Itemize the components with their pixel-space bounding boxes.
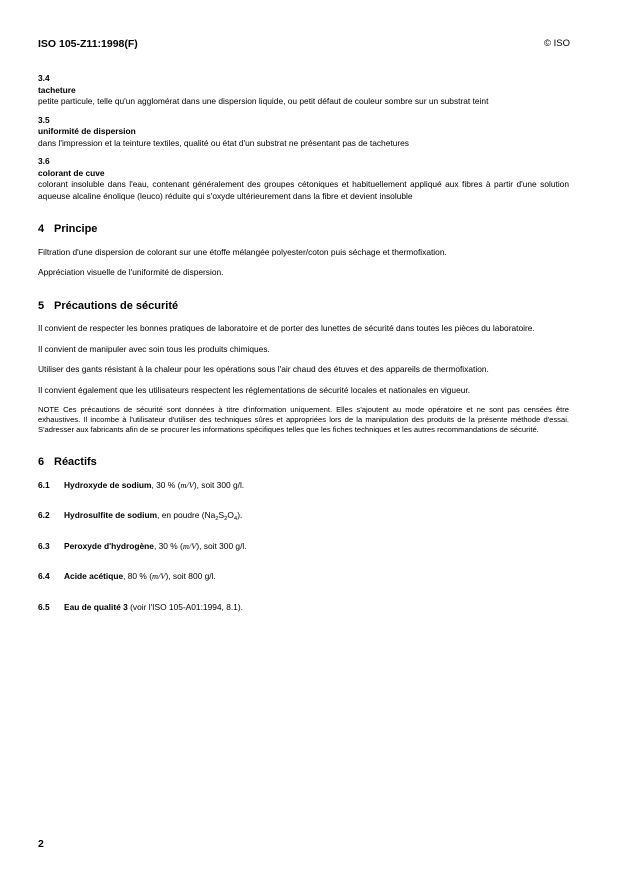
reagent-item <box>38 541 569 553</box>
reagent-label: Hydrosulfite de sodium <box>64 510 158 520</box>
document-body <box>38 73 569 632</box>
paragraph: Il convient de respecter les bonnes pratiques de laboratoire et de porter des lunettes de sécurité dans toutes les pièces du laboratoire. <box>38 323 535 333</box>
term-definition: petite particule, telle qu'un agglomérat dans une dispersion liquide, ou petit défaut de couleur sombre sur un substrat teint <box>38 96 489 106</box>
section-heading-reactifs <box>38 457 569 469</box>
reagent-number: 6.4 <box>38 571 50 581</box>
subscript: 2 <box>224 516 228 522</box>
subscript: 4 <box>233 516 238 522</box>
paragraph: Filtration d'une dispersion de colorant sur une étoffe mélangée polyester/coton puis séchage et thermofixation. <box>38 246 447 257</box>
section-title: Principe <box>54 223 98 235</box>
section-heading-securite <box>38 301 569 313</box>
reagent-number: 6.2 <box>38 510 50 520</box>
reagent-item <box>38 510 569 522</box>
reagent-label: Eau de qualité 3 <box>64 601 128 612</box>
reagent-label: Peroxyde d'hydrogène <box>64 540 154 551</box>
reagent-text: , 30 % ( <box>151 479 181 490</box>
term-3-5 <box>38 115 569 150</box>
reagent-text: , en poudre (Na <box>157 510 216 520</box>
term-number: 3.4 <box>38 73 50 83</box>
reagent-text: ). <box>237 510 243 520</box>
reagent-label: Hydroxyde de sodium <box>64 479 152 490</box>
reagent-number: 6.1 <box>38 479 50 490</box>
term-name: uniformité de dispersion <box>38 126 136 136</box>
paragraph: Appréciation visuelle de l'uniformité de dispersion. <box>38 267 224 277</box>
reagent-ratio: m/V <box>151 572 166 581</box>
reagent-item <box>38 602 569 614</box>
paragraph: Il convient également que les utilisateurs respectent les réglementations de sécurité locales et nationales en vigueur. <box>38 384 471 395</box>
reagent-text: ), soit 300 g/l. <box>193 479 245 490</box>
reagent-ratio: m/V <box>182 541 197 551</box>
reagent-text: (voir l'ISO 105-A01:1994, 8.1). <box>127 601 243 612</box>
term-number: 3.5 <box>38 114 50 125</box>
safety-note: NOTE Ces précautions de sécurité sont données à titre d'information uniquement. Elles s'ajoutent au mode opératoire et ne sont pas censées être exhaustives. Il incombe à l'utilisateur d'utiliser des techniques sûres et appropriées lors de la manipulation des produits de la présente méthode d'essai. S'adresser aux fabricants afin de se procurer les informations spécifiques telles que les fiches techniques et les autres recommandations de sécurité. <box>38 405 569 434</box>
reagent-ratio: m/V <box>180 480 194 490</box>
term-number: 3.6 <box>38 156 50 166</box>
formula-part: O <box>227 510 234 520</box>
reagent-text: , 30 % ( <box>153 540 183 551</box>
reagent-text: ), soit 300 g/l. <box>196 540 247 551</box>
subscript: 2 <box>215 516 219 522</box>
section-number: 4 <box>38 223 45 235</box>
term-name: colorant de cuve <box>38 167 105 178</box>
section-heading-principe <box>38 224 569 236</box>
section-number: 5 <box>38 299 45 312</box>
reagent-item <box>38 480 569 492</box>
reagent-text: , 80 % ( <box>123 571 152 581</box>
paragraph: Il convient de manipuler avec soin tous les produits chimiques. <box>38 343 270 354</box>
reagent-label: Acide acétique <box>64 571 124 581</box>
reagent-item <box>38 571 569 583</box>
copyright-header: © ISO <box>543 38 570 49</box>
term-3-6 <box>38 156 569 202</box>
term-definition: colorant insoluble dans l'eau, contenant généralement des groupes cétoniques et habituellement appliqué aux fibres à partir d'une solution aqueuse alcaline énolique (leuco) réduite qui s'oxyde ultérieurement dans la fibre et devient insoluble <box>38 179 569 201</box>
reagent-text: ), soit 800 g/l. <box>165 571 216 581</box>
standard-header: ISO 105-Z11:1998(F) <box>38 38 138 50</box>
term-definition: dans l'impression et la teinture textiles, qualité ou état d'un substrat ne présentant pas de tachetures <box>38 137 409 148</box>
term-3-4 <box>38 73 569 108</box>
paragraph: Utiliser des gants résistant à la chaleur pour les opérations sous l'air chaud des étuves et des appareils de thermofixation. <box>38 364 489 374</box>
section-number: 6 <box>38 456 45 468</box>
formula-part: S <box>218 510 225 520</box>
reagent-number: 6.5 <box>38 601 50 612</box>
reagent-number: 6.3 <box>38 540 50 551</box>
section-title: Précautions de sécurité <box>54 299 179 312</box>
page-number: 2 <box>38 838 44 850</box>
section-title: Réactifs <box>54 456 97 468</box>
term-name: tacheture <box>38 84 76 95</box>
